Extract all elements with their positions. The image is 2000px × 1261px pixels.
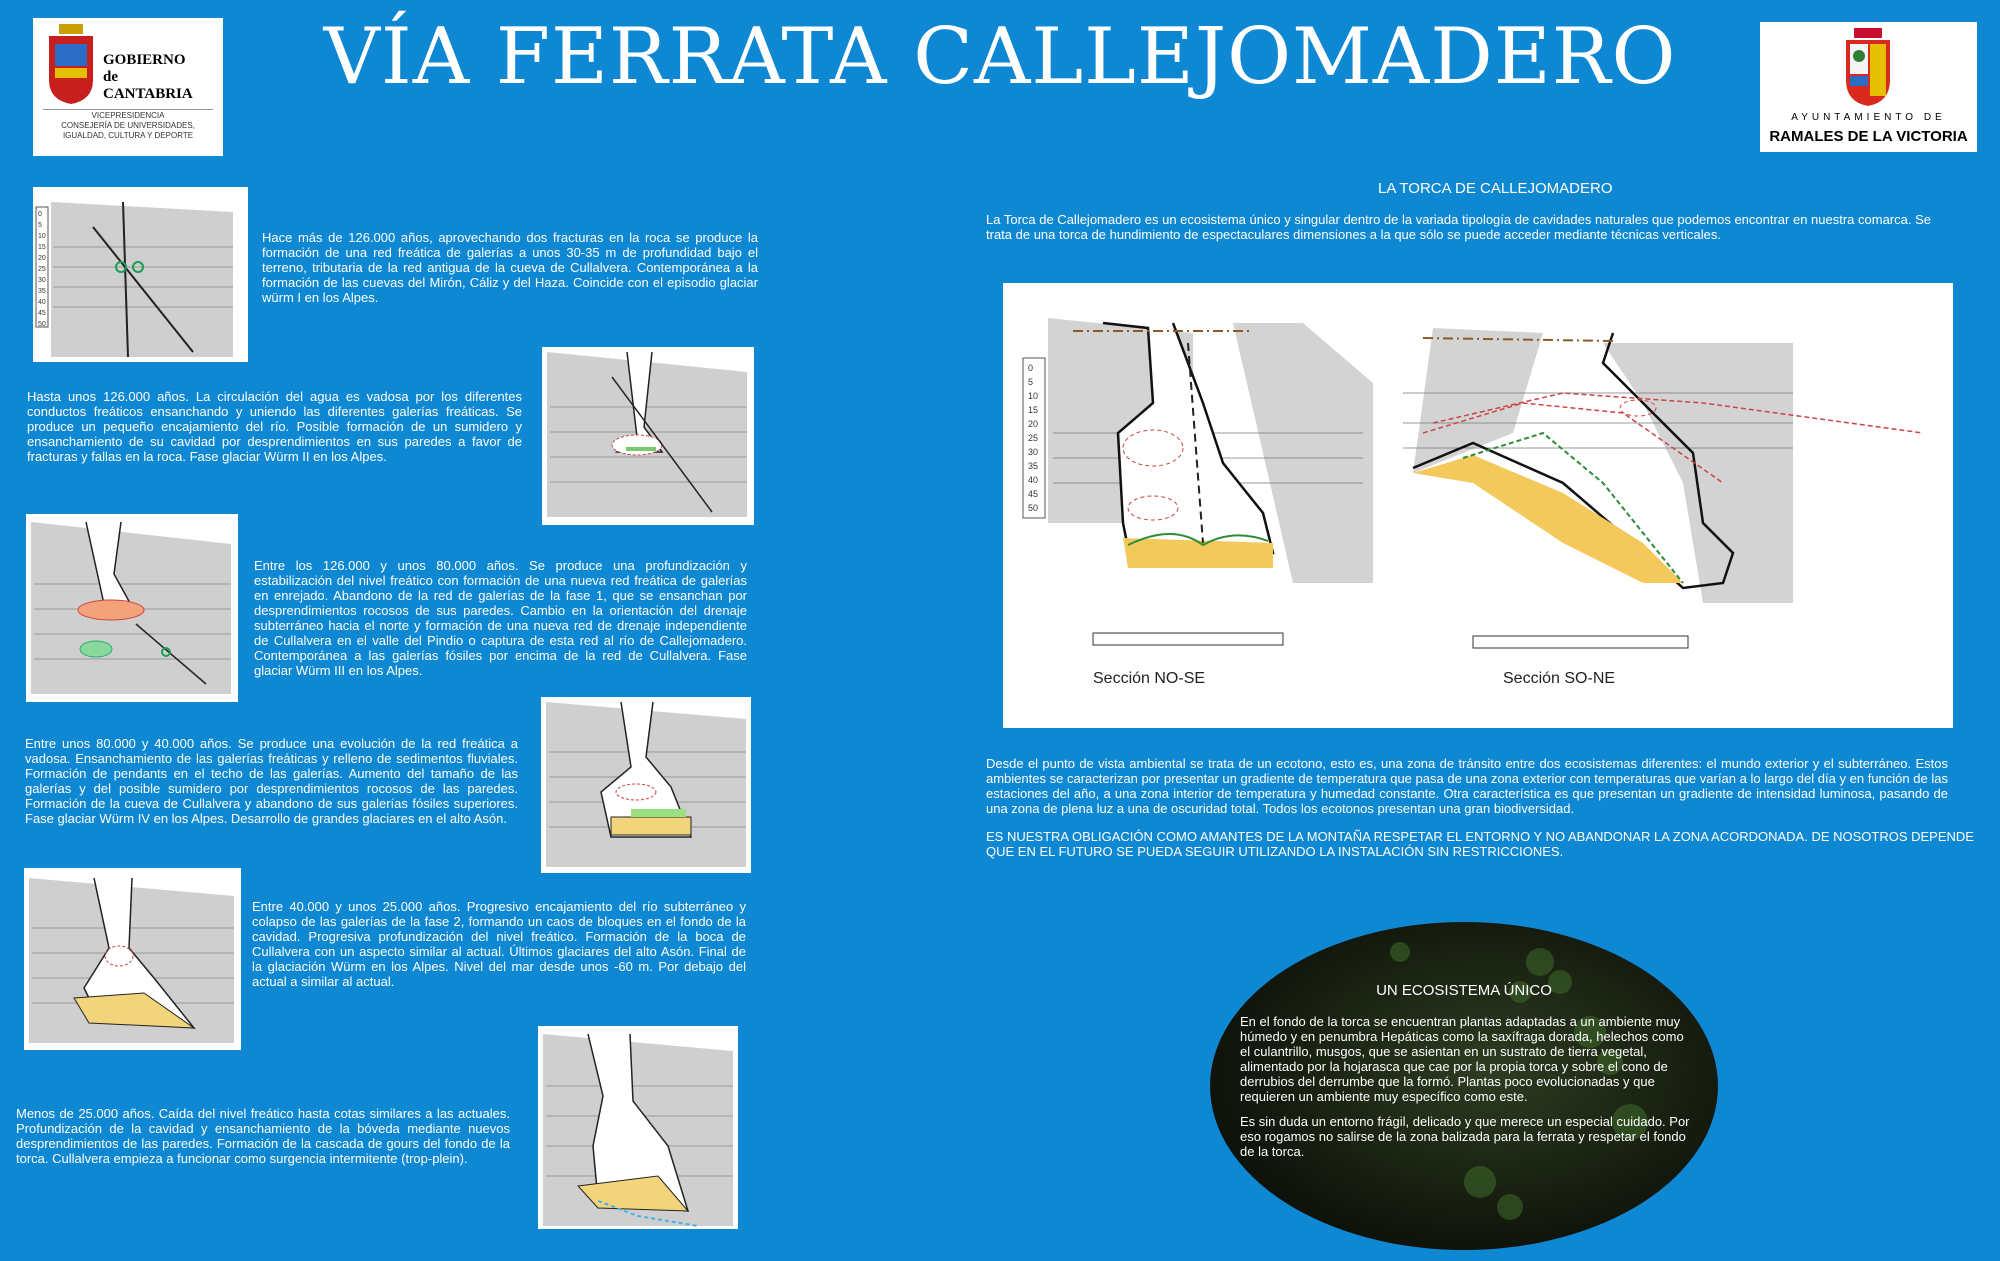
logo-right-line1: AYUNTAMIENTO DE bbox=[1791, 112, 1946, 123]
phase-text-1: Hace más de 126.000 años, aprovechando dos fracturas en la roca se produce la formación de una red freática de galerías a unos 30-35 m de profundidad bajo el terreno, tributaria de la red antigua de la cueva de Cullalvera. Contemporánea a la formación de las cuevas del Mirón, Cáliz y del Haza. Coincide con el episodio glaciar würm I en los Alpes. bbox=[262, 230, 758, 305]
scale-label: 5 bbox=[38, 222, 42, 229]
cantabria-shield-icon bbox=[45, 24, 97, 106]
phase-text-5: Entre 40.000 y unos 25.000 años. Progresivo encajamiento del río subterráneo y colapso de las galerías de la fase 2, formando un caos de bloques en el fondo de la cavidad. Progresiva profundización del nivel freático. Formación de la boca de Cullalvera con un aspecto similar al actual. Últimos glaciares del alto Asón. Final de la glaciación Würm en los Alpes. Nivel del mar desde unos -60 m. Por debajo del actual a similar al actual. bbox=[252, 899, 746, 989]
logo-left-line2: de bbox=[103, 69, 118, 85]
ramales-shield-icon bbox=[1842, 28, 1894, 108]
phase-text-2: Hasta unos 126.000 años. La circulación del agua es vadosa por los diferentes conductos freáticos ensanchando y uniendo las diferentes galerías freáticas. Se produce un pequeño encajamiento del río. Posible formación de un sumidero y ensanchamiento de su cavidad por desprendimientos en sus paredes a favor de fracturas y fallas en la roca. Fase glaciar Würm II en los Alpes. bbox=[27, 389, 522, 464]
scale-label: 35 bbox=[38, 288, 46, 295]
scale-label: 25 bbox=[38, 266, 46, 273]
ecosystem-ellipse bbox=[1210, 922, 1718, 1250]
ecosystem-p1: En el fondo de la torca se encuentran plantas adaptadas a un ambiente muy húmedo y en penumbra Hepáticas como la saxífraga dorada, helechos como el culantrillo, musgos, que se asientan en un sustrato de tierra vegetal, alimentado por la hojarasca que cae por la propia torca y sobre el cono de derrubios del derrumbe que la formó. Plantas poco evolucionadas y que requieren un ambiente muy específico como este. bbox=[1240, 1014, 1684, 1104]
scale-label: 45 bbox=[38, 310, 46, 317]
phase-text-3: Entre los 126.000 y unos 80.000 años. Se produce una profundización y estabilización del nivel freático con formación de una nueva red freática de galerías en enrejado. Abandono de la red de galerías de la fase 1, que se ensanchan por desprendimientos rocosos de sus paredes. Cambio en la orientación del drenaje subterráneo hacia el norte y formación de una nueva red de drenaje independiente de Cullalvera en el valle del Pindio o captura de esta red al río de Callejomadero. Contemporánea a las galerías fósiles por encima de la red de Cullalvera. Fase glaciar Würm III en los Alpes. bbox=[254, 558, 747, 678]
section-label-so-ne: Sección SO-NE bbox=[1503, 670, 1616, 687]
scale-label: 0 bbox=[38, 211, 42, 218]
scale-label: 50 bbox=[38, 321, 46, 328]
scale-label: 40 bbox=[1028, 475, 1039, 485]
torca-intro: La Torca de Callejomadero es un ecosistema único y singular dentro de la variada tipología de cavidades naturales que podemos encontrar en nuestra comarca. Se trata de una torca de hundimiento de espectaculares dimensiones a la que sólo se puede acceder mediante técnicas verticales. bbox=[986, 212, 1931, 242]
phase-diagram-4 bbox=[541, 697, 751, 873]
scale-label: 5 bbox=[1028, 377, 1034, 387]
scale-label: 40 bbox=[38, 299, 46, 306]
section-label-no-se: Sección NO-SE bbox=[1093, 670, 1206, 687]
ecotone-text: Desde el punto de vista ambiental se trata de un ecotono, esto es, una zona de tránsito entre dos ecosistemas diferentes: el mundo exterior y el subterráneo. Estos ambientes se caracterizan por presentar un gradiente de temperatura que pasa de una zona exterior con temperaturas que varían a lo largo del día y en función de las estaciones del año, a una zona interior de temperatura y humedad constante. Otra característica es que presentan un gradiente de intensidad luminosa, pasando de una zona de plena luz a una de oscuridad total. Todos los ecotonos presentan una gran biodiversidad. bbox=[986, 756, 1948, 816]
ecosystem-p2: Es sin duda un entorno frágil, delicado y que merece un especial cuidado. Por eso rogamos no salirse de la zona balizada para la ferrata y respetar el fondo de la torca. bbox=[1240, 1114, 1690, 1159]
scale-label: 35 bbox=[1028, 461, 1039, 471]
cross-sections-panel bbox=[1003, 283, 1953, 728]
scale-label: 10 bbox=[1028, 391, 1039, 401]
phase-diagram-3 bbox=[26, 514, 238, 702]
scale-label: 45 bbox=[1028, 489, 1039, 499]
logo-ayuntamiento-ramales bbox=[1760, 22, 1977, 152]
logo-right-line2: RAMALES DE LA VICTORIA bbox=[1769, 128, 1968, 145]
scale-label: 15 bbox=[1028, 405, 1039, 415]
ecosystem-heading: UN ECOSISTEMA ÚNICO bbox=[1376, 982, 1552, 999]
phase-diagram-6 bbox=[538, 1026, 738, 1229]
logo-left-sub1: VICEPRESIDENCIA bbox=[91, 111, 165, 120]
logo-left-line1: GOBIERNO bbox=[103, 52, 186, 68]
phase-diagram-1 bbox=[33, 187, 248, 362]
scale-label: 20 bbox=[38, 255, 46, 262]
torca-heading: LA TORCA DE CALLEJOMADERO bbox=[1378, 180, 1613, 197]
logo-left-sub3: IGUALDAD, CULTURA Y DEPORTE bbox=[62, 131, 194, 140]
logo-left-line3: CANTABRIA bbox=[103, 86, 193, 102]
phase-diagram-2 bbox=[542, 347, 754, 525]
scale-label: 0 bbox=[1028, 363, 1034, 373]
scale-label: 30 bbox=[1028, 447, 1039, 457]
scale-label: 10 bbox=[38, 233, 46, 240]
phase-diagram-5 bbox=[24, 868, 241, 1050]
logo-left-sub2: CONSEJERÍA DE UNIVERSIDADES, bbox=[61, 121, 195, 130]
phase-text-6: Menos de 25.000 años. Caída del nivel freático hasta cotas similares a las actuales. Profundización de la cavidad y ensanchamiento de la bóveda mediante nuevos desprendimientos de las paredes. Formación de la cascada de gours del fondo de la torca. Cullalvera empieza a funcionar como surgencia intermitente (trop-plein). bbox=[16, 1106, 510, 1166]
scale-label: 20 bbox=[1028, 419, 1039, 429]
page-title: VÍA FERRATA CALLEJOMADERO bbox=[323, 12, 1677, 102]
scale-label: 15 bbox=[38, 244, 46, 251]
logo-gobierno-cantabria bbox=[33, 18, 223, 156]
phase-text-4: Entre unos 80.000 y 40.000 años. Se produce una evolución de la red freática a vadosa. Ensanchamiento de las galerías freáticas y relleno de sedimentos fluviales. Formación de pendants en el techo de las galerías. Aumento del tamaño de las galerías y del posible sumidero por desprendimientos rocosos de las paredes. Formación de la cueva de Cullalvera y abandono de sus galerías fósiles superiores. Fase glaciar Würm IV en los Alpes. Desarrollo de grandes glaciares en el alto Asón. bbox=[25, 736, 518, 826]
scale-label: 30 bbox=[38, 277, 46, 284]
warning-text: ES NUESTRA OBLIGACIÓN COMO AMANTES DE LA MONTAÑA RESPETAR EL ENTORNO Y NO ABANDONAR LA ZONA ACORDONADA. DE NOSOTROS DEPENDE QUE EN EL FUTURO SE PUEDA SEGUIR UTILIZANDO LA INSTALACIÓN SIN RESTRICCIONES. bbox=[986, 829, 1974, 859]
scale-label: 50 bbox=[1028, 503, 1039, 513]
scale-label: 25 bbox=[1028, 433, 1039, 443]
